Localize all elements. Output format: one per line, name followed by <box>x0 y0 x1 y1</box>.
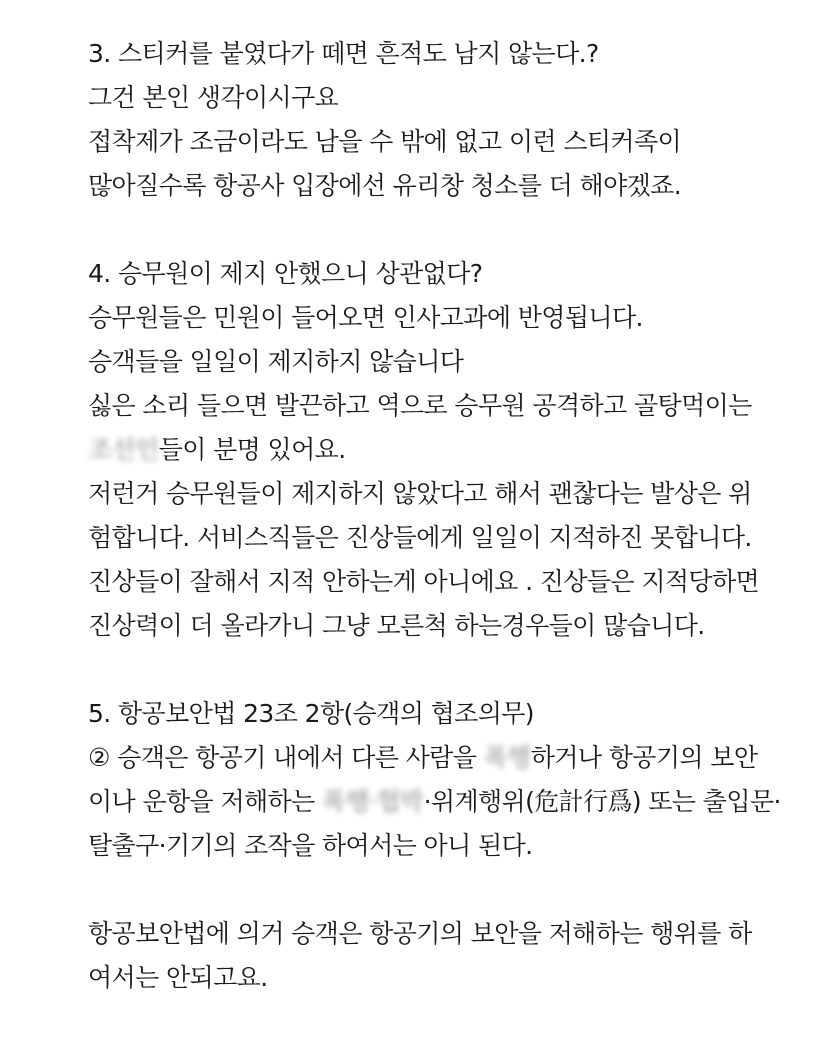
section-3-line-3: 많아질수록 항공사 입장에선 유리창 청소를 더 해야겠죠. <box>88 171 682 200</box>
blurred-word: 조선인 <box>88 435 159 464</box>
section-3-line-2: 접착제가 조금이라도 남을 수 밖에 없고 이런 스티커족이 <box>88 127 682 156</box>
section-5-line-3: 탈출구·기기의 조작을 하여서는 아니 된다. <box>88 831 533 860</box>
section-4-line-1: 승무원들은 민원이 들어오면 인사고과에 반영됩니다. <box>88 303 643 332</box>
closing-line-2: 여서는 안되고요. <box>88 963 268 992</box>
line-text: 들이 분명 있어요. <box>158 435 346 464</box>
section-4-line-7: 진상들이 잘해서 지적 안하는게 아니에요 . 진상들은 지적당하면 <box>88 567 760 596</box>
section-5-line-2 <box>88 786 820 818</box>
section-4-line-8: 진상력이 더 올라가니 그냥 모른척 하는경우들이 많습니다. <box>88 611 705 640</box>
blurred-word: 폭행 <box>483 743 531 772</box>
line-text: 이나 운항을 저해하는 <box>88 787 322 816</box>
line-text: ② 승객은 항공기 내에서 다른 사람을 <box>88 743 484 772</box>
blurred-word: 폭행·협박 <box>322 787 424 816</box>
section-4-line-3: 싫은 소리 들으면 발끈하고 역으로 승무원 공격하고 골탕먹이는 <box>88 391 752 420</box>
section-4-line-2: 승객들을 일일이 제지하지 않습니다 <box>88 347 464 376</box>
closing-line-1: 항공보안법에 의거 승객은 항공기의 보안을 저해하는 행위를 하 <box>88 919 752 948</box>
section-4-line-4 <box>88 434 820 466</box>
line-text: ·위계행위(危計行爲) 또는 출입문· <box>423 787 781 816</box>
section-5-heading: 5. 항공보안법 23조 2항(승객의 협조의무) <box>88 699 534 728</box>
section-3-line-1: 그건 본인 생각이시구요 <box>88 83 339 112</box>
section-3-heading: 3. 스티커를 붙였다가 떼면 흔적도 남지 않는다.? <box>88 39 599 68</box>
line-text: 하거나 항공기의 보안 <box>530 743 758 772</box>
section-4-line-6: 험합니다. 서비스직들은 진상들에게 일일이 지적하진 못합니다. <box>88 523 752 552</box>
section-5-line-1 <box>88 742 820 774</box>
section-4-line-5: 저런거 승무원들이 제지하지 않았다고 해서 괜찮다는 발상은 위 <box>88 479 752 508</box>
section-4-heading: 4. 승무원이 제지 안했으니 상관없다? <box>88 259 483 288</box>
